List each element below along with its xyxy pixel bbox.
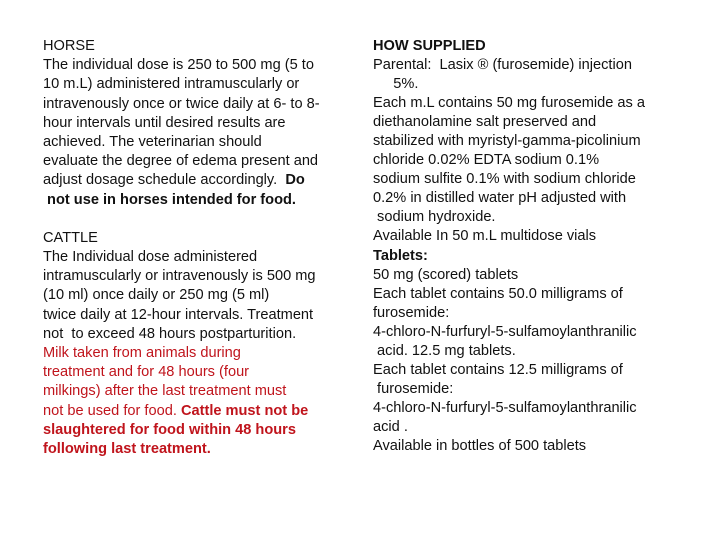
text-line bbox=[43, 402, 320, 421]
body-text: Parental: Lasix ® (furosemide) injection bbox=[373, 57, 632, 74]
body-text: intramuscularly or intravenously is 500 mg bbox=[43, 268, 316, 285]
text-line bbox=[373, 437, 645, 456]
text-line bbox=[43, 267, 320, 286]
bold-text: Tablets: bbox=[373, 247, 428, 264]
text-line bbox=[373, 151, 645, 170]
text-line bbox=[43, 37, 320, 56]
warning-text: following last treatment. bbox=[43, 440, 211, 457]
text-line bbox=[373, 113, 645, 132]
bold-text: HOW SUPPLIED bbox=[373, 38, 486, 54]
text-line bbox=[373, 208, 645, 227]
body-text: 5%. bbox=[373, 76, 419, 93]
text-line bbox=[373, 56, 645, 75]
body-text: adjust dosage schedule accordingly. bbox=[43, 172, 286, 189]
warning-text: milkings) after the last treatment must bbox=[43, 383, 287, 400]
body-text: acid . bbox=[373, 418, 408, 435]
text-line bbox=[43, 248, 320, 267]
text-line bbox=[43, 171, 320, 190]
text-line bbox=[373, 285, 645, 304]
text-line bbox=[43, 363, 320, 382]
body-text: sodium hydroxide. bbox=[373, 209, 496, 226]
text-line bbox=[43, 306, 320, 325]
body-text: The Individual dose administered bbox=[43, 249, 258, 266]
text-line bbox=[373, 342, 645, 361]
text-line bbox=[373, 227, 645, 246]
bold-text: not use in horses intended for food. bbox=[43, 191, 296, 208]
body-text: Each tablet contains 50.0 milligrams of bbox=[373, 285, 623, 302]
text-line bbox=[43, 421, 320, 440]
body-text: stabilized with myristyl-gamma-picolinium bbox=[373, 133, 641, 150]
text-line bbox=[373, 266, 645, 285]
text-line bbox=[43, 229, 320, 248]
text-line bbox=[43, 95, 320, 114]
text-line bbox=[373, 418, 645, 437]
text-line bbox=[373, 361, 645, 380]
text-line bbox=[373, 37, 645, 56]
text-line bbox=[373, 399, 645, 418]
text-line bbox=[43, 191, 320, 210]
body-text: acid. 12.5 mg tablets. bbox=[373, 342, 516, 359]
text-line bbox=[373, 380, 645, 399]
body-text: furosemide: bbox=[373, 380, 454, 397]
body-text: Available in bottles of 500 tablets bbox=[373, 437, 587, 454]
body-text: Each tablet contains 12.5 milligrams of bbox=[373, 361, 623, 378]
body-text: furosemide: bbox=[373, 304, 450, 321]
right-column-how-supplied bbox=[373, 37, 645, 456]
body-text: Available In 50 m.L multidose vials bbox=[373, 228, 597, 245]
text-line bbox=[43, 114, 320, 133]
warning-text: Milk taken from animals during bbox=[43, 345, 241, 361]
body-text: 10 m.L) administered intramuscularly or bbox=[43, 76, 300, 93]
text-line bbox=[43, 440, 320, 459]
body-text: CATTLE bbox=[43, 229, 98, 246]
text-line bbox=[43, 382, 320, 401]
text-line bbox=[373, 304, 645, 323]
body-text: evaluate the degree of edema present and bbox=[43, 153, 319, 170]
text-line bbox=[373, 170, 645, 189]
text-line bbox=[43, 152, 320, 171]
text-line bbox=[43, 344, 320, 363]
body-text: twice daily at 12-hour intervals. Treatment bbox=[43, 306, 314, 323]
text-line bbox=[373, 132, 645, 151]
text-line bbox=[373, 189, 645, 208]
body-text: intravenously once or twice daily at 6- to 8- bbox=[43, 95, 320, 112]
text-line bbox=[43, 75, 320, 94]
text-line bbox=[43, 56, 320, 75]
text-line bbox=[373, 94, 645, 113]
text-line bbox=[43, 210, 320, 229]
body-text: sodium sulfite 0.1% with sodium chloride bbox=[373, 171, 636, 188]
warning-text: slaughtered for food within 48 hours bbox=[43, 421, 296, 438]
bold-text: Do bbox=[285, 172, 305, 189]
body-text: achieved. The veterinarian should bbox=[43, 133, 262, 150]
text-line bbox=[373, 323, 645, 342]
body-text: The individual dose is 250 to 500 mg (5 to bbox=[43, 57, 314, 74]
body-text: Each m.L contains 50 mg furosemide as a bbox=[373, 95, 646, 112]
text-line bbox=[373, 75, 645, 94]
body-text: 50 mg (scored) tablets bbox=[373, 266, 519, 283]
left-column-dosage bbox=[43, 37, 320, 459]
text-line bbox=[43, 286, 320, 305]
body-text: not to exceed 48 hours postparturition. bbox=[43, 325, 297, 342]
body-text: (10 ml) once daily or 250 mg (5 ml) bbox=[43, 287, 270, 304]
warning-text: not be used for food. bbox=[43, 402, 181, 419]
text-line bbox=[43, 325, 320, 344]
body-text: 4-chloro-N-furfuryl-5-sulfamoylanthranilic bbox=[373, 323, 637, 340]
warning-text: treatment and for 48 hours (four bbox=[43, 364, 250, 381]
body-text: hour intervals until desired results are bbox=[43, 114, 286, 131]
body-text: HORSE bbox=[43, 38, 95, 54]
body-text: diethanolamine salt preserved and bbox=[373, 114, 597, 131]
body-text: 0.2% in distilled water pH adjusted with bbox=[373, 190, 627, 207]
text-line bbox=[43, 133, 320, 152]
text-line bbox=[373, 247, 645, 266]
warning-text: Cattle must not be bbox=[180, 402, 309, 419]
body-text: chloride 0.02% EDTA sodium 0.1% bbox=[373, 152, 600, 169]
body-text: 4-chloro-N-furfuryl-5-sulfamoylanthranilic bbox=[373, 399, 637, 416]
